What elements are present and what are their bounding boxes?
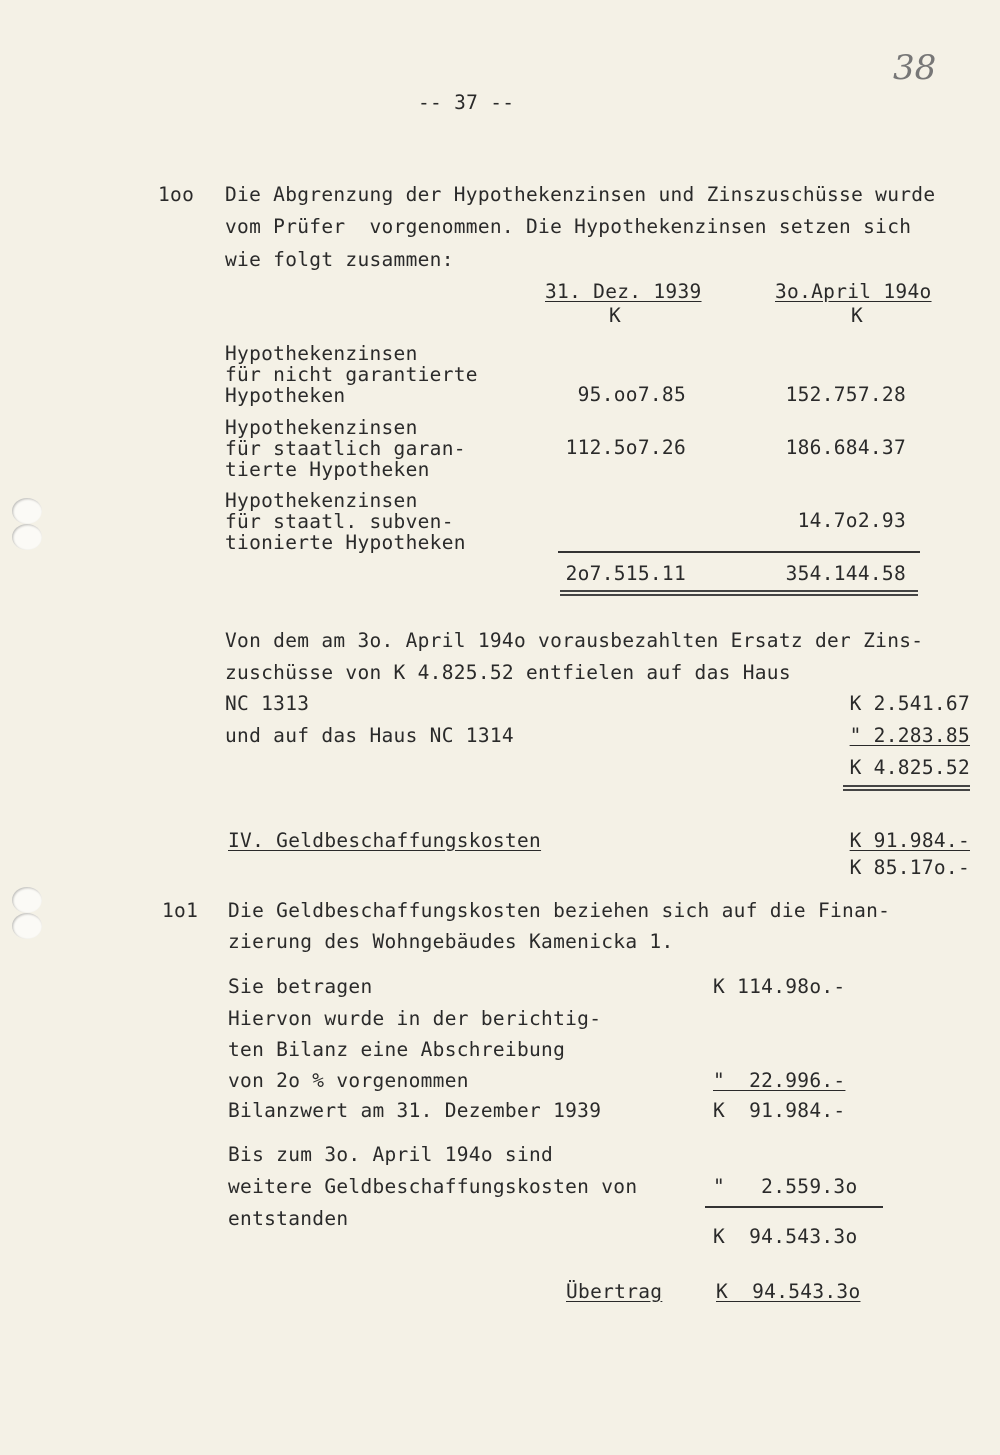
row-label-line: für nicht garantierte — [225, 363, 478, 386]
currency-label: K — [609, 304, 622, 327]
paragraph-line: wie folgt zusammen: — [225, 248, 454, 271]
row-label-line: tierte Hypotheken — [225, 458, 430, 481]
amount: K 2.541.67 — [849, 692, 970, 715]
total-1939: 2o7.515.11 — [565, 562, 686, 585]
paragraph-line: Von dem am 3o. April 194o vorausbezahlten Ersatz der Zins- — [225, 629, 924, 652]
amount: " 22.996.- — [713, 1069, 846, 1092]
paragraph-line: von 2o % vorgenommen — [228, 1069, 469, 1092]
value-1939: 95.oo7.85 — [577, 383, 686, 406]
carry-forward-value: K 94.543.3o — [716, 1280, 861, 1303]
amount-total: K 4.825.52 — [849, 756, 970, 779]
amount: " 2.559.3o — [713, 1175, 858, 1198]
paragraph-line: Hiervon wurde in der berichtig- — [228, 1007, 602, 1030]
sum-rule — [558, 551, 920, 553]
amount-total: K 94.543.3o — [713, 1225, 858, 1248]
section-number: 1oo — [158, 183, 195, 206]
double-rule — [560, 590, 918, 596]
currency-label: K — [851, 304, 864, 327]
amount-current: K 91.984.- — [849, 829, 970, 852]
punch-hole — [12, 887, 42, 913]
total-1940: 354.144.58 — [785, 562, 906, 585]
paragraph-line: Bilanzwert am 31. Dezember 1939 — [228, 1099, 602, 1122]
amount: K 114.98o.- — [713, 975, 846, 998]
paragraph-line: Die Geldbeschaffungskosten beziehen sich auf die Finan- — [228, 899, 891, 922]
punch-hole — [12, 498, 42, 524]
handwritten-page-mark: 38 — [893, 48, 937, 88]
row-label-line: Hypothekenzinsen — [225, 489, 418, 512]
carry-forward-label: Übertrag — [566, 1280, 663, 1303]
value-1940: 14.7o2.93 — [797, 509, 906, 532]
section-number: 1o1 — [162, 899, 199, 922]
paragraph-line: Die Abgrenzung der Hypothekenzinsen und Zinszuschüsse wurde — [225, 183, 936, 206]
row-label-line: Hypothekenzinsen — [225, 416, 418, 439]
punch-hole — [12, 913, 42, 939]
row-label-line: Hypotheken — [225, 384, 346, 407]
paragraph-line: Sie betragen — [228, 975, 373, 998]
paragraph-line: Bis zum 3o. April 194o sind — [228, 1143, 554, 1166]
paragraph-line: zuschüsse von K 4.825.52 entfielen auf das Haus — [225, 661, 791, 684]
value-1939: 112.5o7.26 — [565, 436, 686, 459]
amount: K 91.984.- — [713, 1099, 846, 1122]
paragraph-line: ten Bilanz eine Abschreibung — [228, 1038, 566, 1061]
value-1940: 152.757.28 — [785, 383, 906, 406]
sum-rule — [705, 1206, 883, 1208]
column-header-1939: 31. Dez. 1939 — [545, 280, 702, 303]
paragraph-line: entstanden — [228, 1207, 349, 1230]
row-label-line: für staatl. subven- — [225, 510, 454, 533]
column-header-1940: 3o.April 194o — [775, 280, 932, 303]
row-label-line: tionierte Hypotheken — [225, 531, 466, 554]
punch-hole — [12, 524, 42, 550]
paragraph-line: weitere Geldbeschaffungskosten von — [228, 1175, 638, 1198]
row-label-line: für staatlich garan- — [225, 437, 466, 460]
section-heading: IV. Geldbeschaffungskosten — [228, 829, 542, 852]
amount-previous: K 85.17o.- — [849, 856, 970, 879]
row-label-line: Hypothekenzinsen — [225, 342, 418, 365]
value-1940: 186.684.37 — [785, 436, 906, 459]
amount: " 2.283.85 — [849, 724, 970, 747]
paragraph-line: zierung des Wohngebäudes Kamenicka 1. — [228, 930, 674, 953]
paragraph-line: vom Prüfer vorgenommen. Die Hypothekenzinsen setzen sich — [225, 215, 912, 238]
paragraph-line: und auf das Haus NC 1314 — [225, 724, 514, 747]
paragraph-line: NC 1313 — [225, 692, 310, 715]
double-rule — [843, 785, 970, 791]
page-number: -- 37 -- — [418, 91, 515, 114]
